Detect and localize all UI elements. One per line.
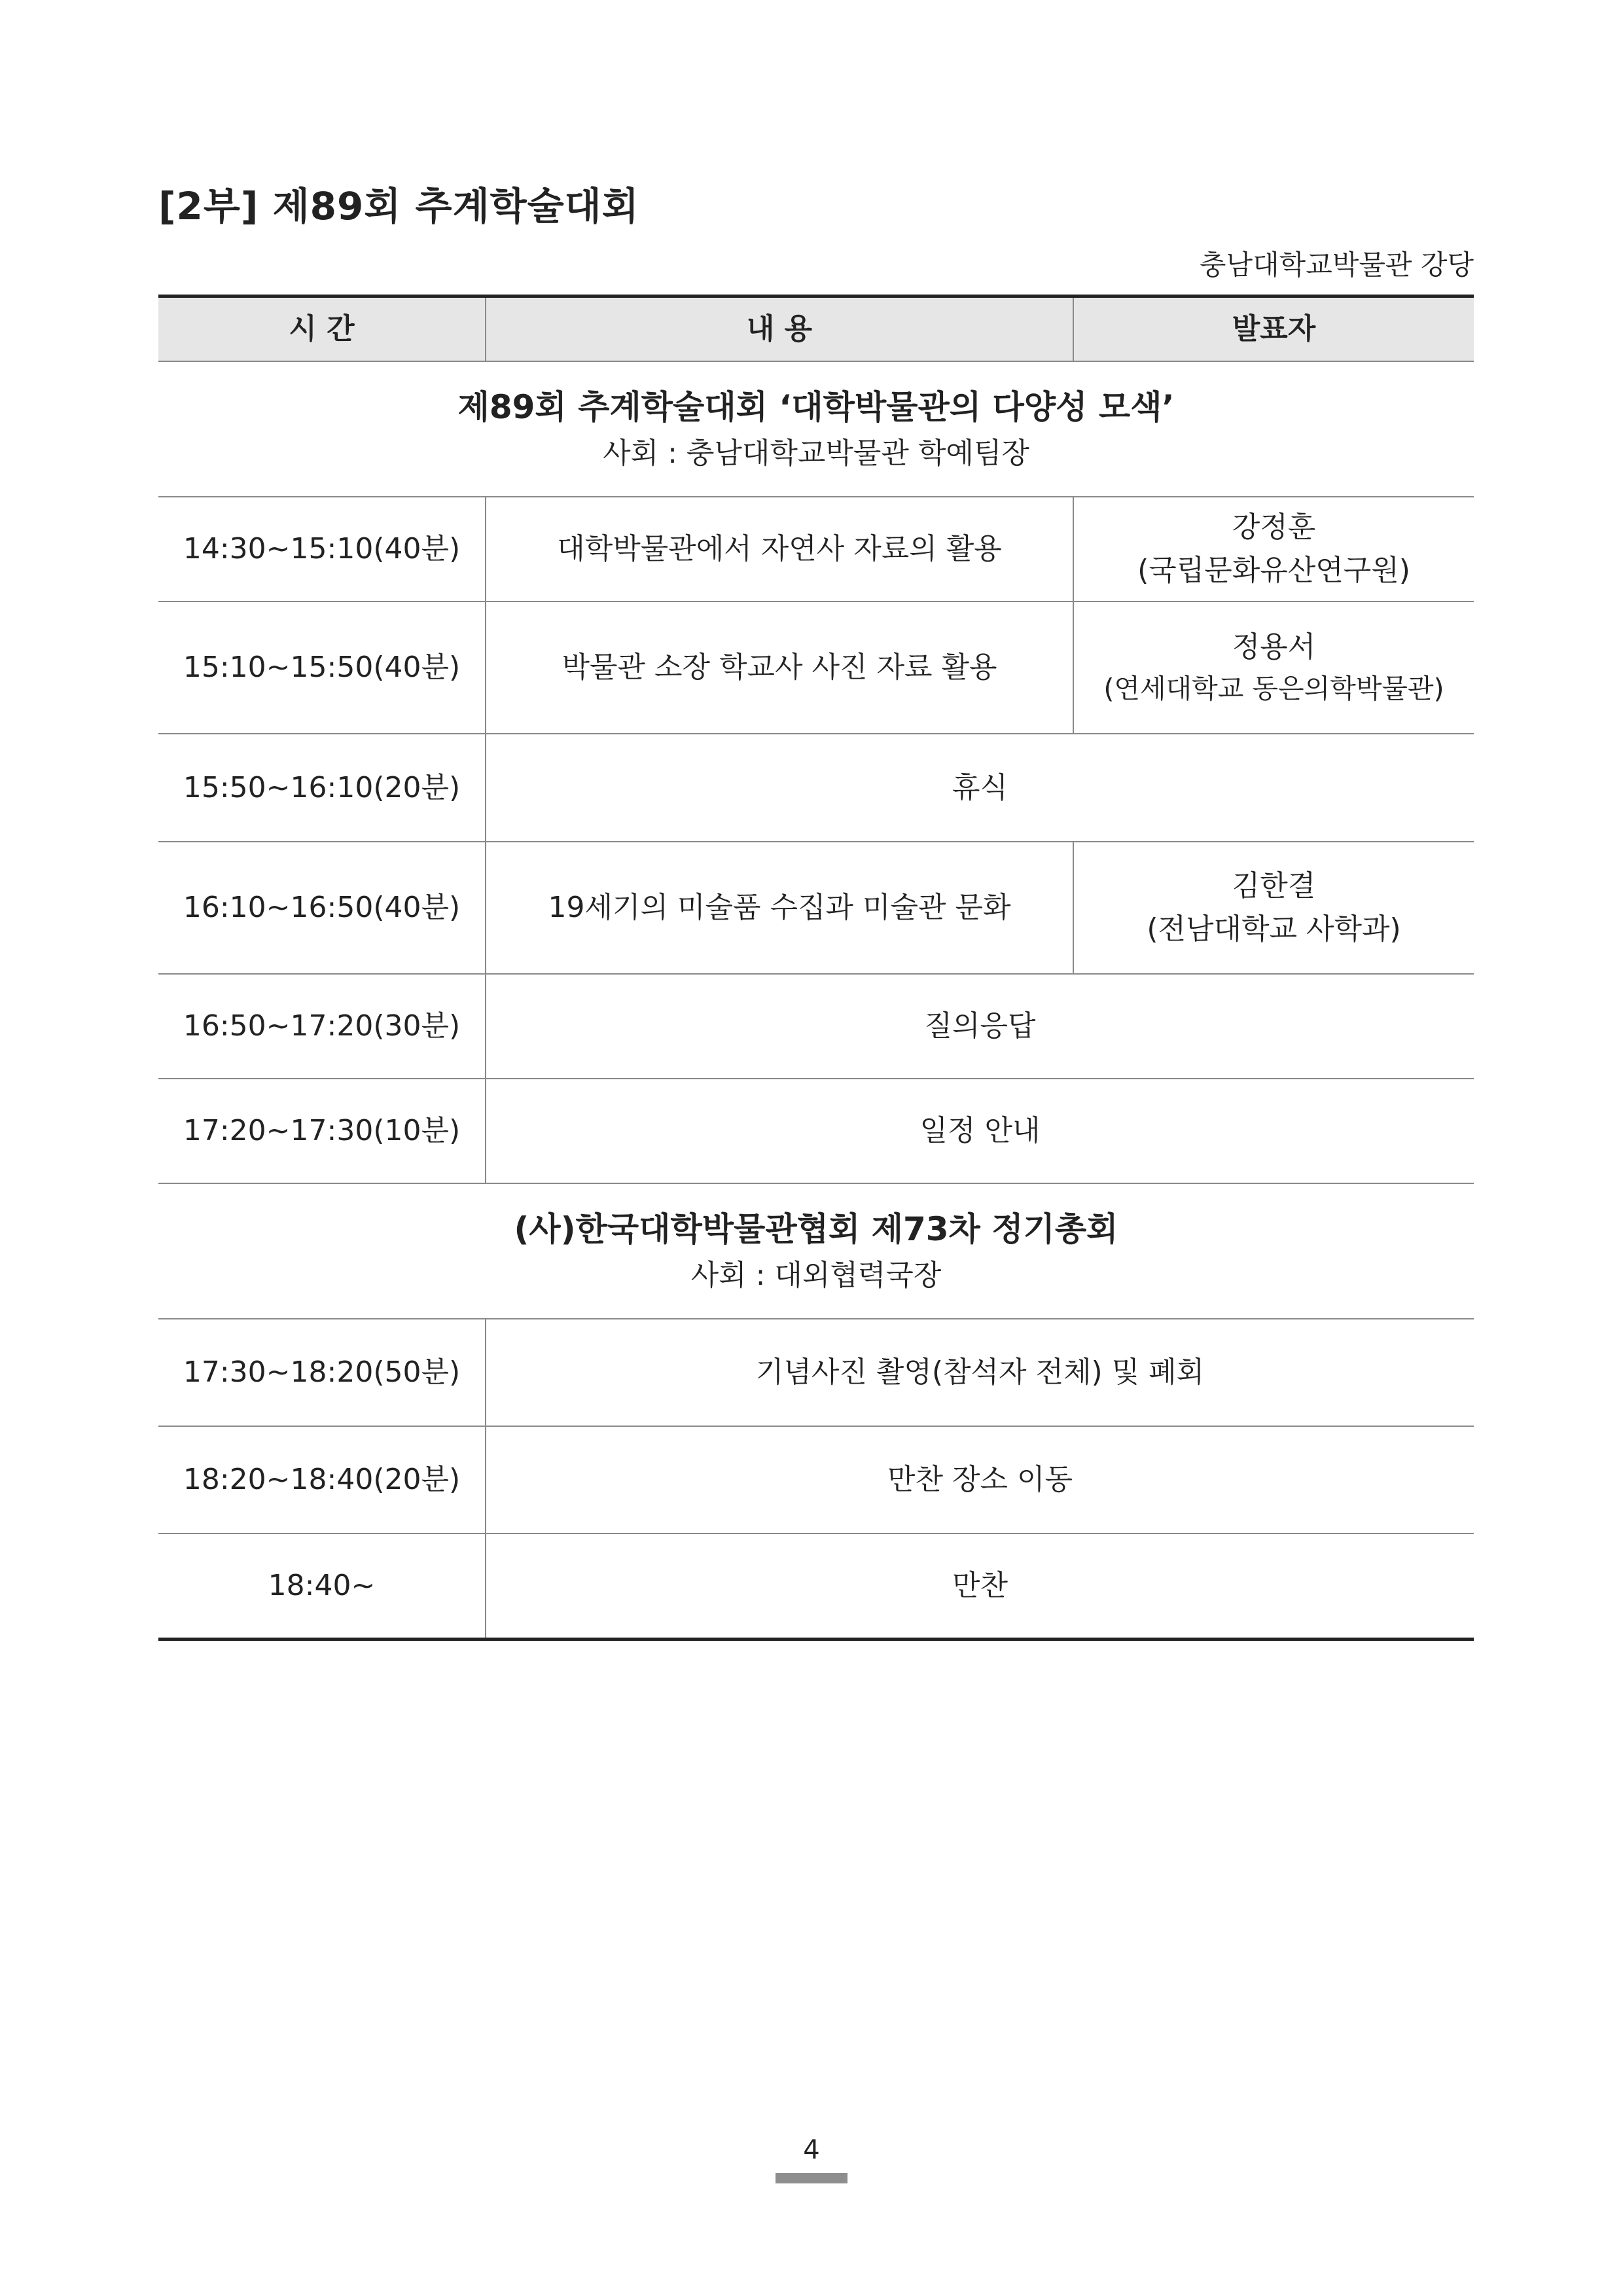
content-cell: 기념사진 촬영(참석자 전체) 및 폐회 — [486, 1319, 1474, 1426]
speaker-name: 강정훈 — [1232, 511, 1316, 544]
session-title: (사)한국대학박물관협회 제73차 정기총회 — [514, 1210, 1118, 1248]
table-row — [158, 601, 1474, 734]
table-row — [158, 1534, 1474, 1640]
table-row — [158, 974, 1474, 1079]
time-cell: 15:50~16:10(20분) — [158, 734, 486, 842]
column-header-speaker: 발표자 — [1073, 296, 1474, 362]
speaker-affiliation: (국립문화유산연구원) — [1137, 554, 1410, 587]
table-row — [158, 1319, 1474, 1426]
time-cell: 17:20~17:30(10분) — [158, 1079, 486, 1183]
speaker-name: 정용서 — [1232, 630, 1316, 664]
content-cell: 만찬 장소 이동 — [486, 1426, 1474, 1534]
table-header-row — [158, 296, 1474, 362]
speaker-name: 김한결 — [1232, 869, 1316, 903]
table-row — [158, 734, 1474, 842]
column-header-time: 시 간 — [158, 296, 486, 362]
time-cell: 16:50~17:20(30분) — [158, 974, 486, 1079]
session-title: 제89회 추계학술대회 ‘대학박물관의 다양성 모색’ — [457, 388, 1175, 426]
page-number: 4 — [803, 2135, 820, 2165]
content-cell: 19세기의 미술품 수집과 미술관 문화 — [486, 842, 1073, 974]
page-title: [2부] 제89회 추계학술대회 — [158, 184, 639, 228]
table-row — [158, 842, 1474, 974]
session-host: 사회 : 대외협력국장 — [690, 1259, 942, 1292]
table-row — [158, 1079, 1474, 1183]
column-header-content: 내 용 — [486, 296, 1073, 362]
content-cell: 질의응답 — [486, 974, 1474, 1079]
page-number-bar — [776, 2173, 847, 2183]
speaker-affiliation: (연세대학교 동은의학박물관) — [1103, 673, 1444, 705]
time-cell: 18:40~ — [158, 1534, 486, 1640]
speaker-cell — [1073, 601, 1474, 734]
table-row — [158, 497, 1474, 601]
time-cell: 14:30~15:10(40분) — [158, 497, 486, 601]
content-cell: 만찬 — [952, 1569, 1008, 1602]
session-header-cell — [158, 1183, 1474, 1319]
content-cell: 대학박물관에서 자연사 자료의 활용 — [486, 497, 1073, 601]
speaker-affiliation: (전남대학교 사학과) — [1147, 912, 1401, 946]
speaker-cell — [1073, 497, 1474, 601]
session-header-row — [158, 361, 1474, 497]
content-cell: 일정 안내 — [486, 1079, 1474, 1183]
time-cell: 17:30~18:20(50분) — [158, 1319, 486, 1426]
time-cell: 15:10~15:50(40분) — [158, 601, 486, 734]
session-header-cell — [158, 361, 1474, 497]
content-cell: 박물관 소장 학교사 사진 자료 활용 — [486, 601, 1073, 734]
session-header-row — [158, 1183, 1474, 1319]
time-cell: 16:10~16:50(40분) — [158, 842, 486, 974]
venue-label: 충남대학교박물관 강당 — [1199, 249, 1474, 281]
table-row — [158, 1426, 1474, 1534]
time-cell: 18:20~18:40(20분) — [158, 1426, 486, 1534]
schedule-table — [158, 295, 1474, 1641]
content-cell: 휴식 — [486, 734, 1474, 842]
session-host: 사회 : 충남대학교박물관 학예팀장 — [603, 437, 1029, 470]
speaker-cell — [1073, 842, 1474, 974]
